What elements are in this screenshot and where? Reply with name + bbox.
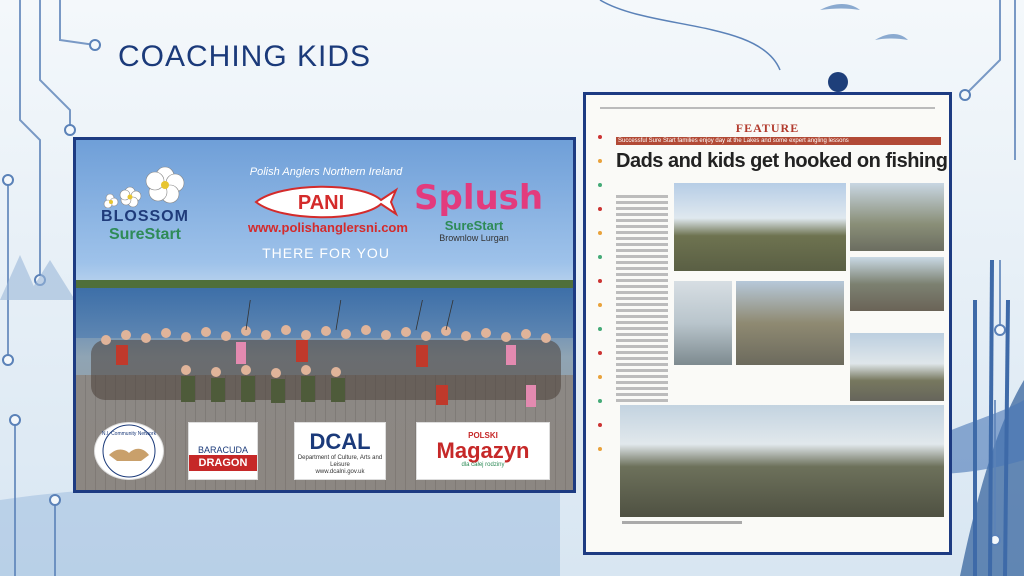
article-photo-angler	[850, 333, 944, 401]
dcal-url: www.dcalni.gov.uk	[315, 469, 365, 475]
dragon-text: DRAGON	[189, 455, 257, 471]
article-kicker: Successful Sure Start families enjoy day at the Lakes and some expert angling lessons	[618, 138, 849, 144]
article-photo-dad-son	[850, 257, 944, 311]
baracuda-dragon-logo	[188, 422, 258, 480]
dcal-department: Department of Culture, Arts and Leisure	[297, 455, 383, 468]
slide-title: COACHING KIDS	[118, 40, 372, 73]
article-photo-anglers	[674, 183, 846, 271]
pani-fish-logo	[251, 182, 401, 222]
splush-name: Splush	[414, 178, 544, 218]
ni-community-network-logo	[94, 422, 164, 480]
crowd-group	[91, 300, 561, 407]
article-headline: Dads and kids get hooked on fishing	[616, 150, 948, 172]
article-text-column	[616, 195, 668, 435]
blossom-surestart-logo	[90, 208, 200, 244]
article-photo-kids-bucket	[736, 281, 844, 365]
newspaper-clipping	[583, 92, 952, 555]
dcal-name: DCAL	[309, 429, 371, 454]
splush-surestart: SureStart	[444, 218, 504, 233]
blossom-name: BLOSSOM	[101, 208, 189, 225]
pani-heading: Polish Anglers Northern Ireland	[249, 166, 403, 178]
splush-surestart-logo	[414, 178, 544, 243]
pani-tagline: THERE FOR YOU	[262, 245, 390, 261]
margin-dots	[598, 135, 604, 471]
flower-icon	[100, 158, 190, 208]
section-label: FEATURE	[735, 121, 800, 135]
photo-caption-line	[622, 521, 742, 524]
splush-location: Brownlow Lurgan	[439, 233, 509, 243]
newspaper-masthead-row	[600, 101, 935, 109]
handshake-icon	[95, 423, 163, 479]
polski-text: POLSKI	[468, 431, 498, 440]
crowd-illustration	[86, 300, 566, 420]
polski-magazyn-logo	[416, 422, 550, 480]
fish-icon	[251, 182, 401, 222]
blossom-surestart: SureStart	[108, 226, 182, 243]
pani-website: www.polishanglersni.com	[248, 220, 408, 235]
pani-wordmark: PANI	[297, 192, 345, 214]
magazyn-text: Magazyn	[436, 438, 530, 463]
dcal-logo	[294, 422, 386, 480]
event-photo	[73, 137, 576, 493]
article-photo-boy-fishing	[850, 183, 944, 251]
ni-community-text: N.I. Community Network	[101, 431, 157, 437]
article-photo-group	[620, 405, 944, 517]
magazyn-subtitle: dla całej rodziny	[461, 462, 505, 468]
baracuda-text: BARACUDA	[197, 445, 248, 455]
article-photo-girl	[674, 281, 732, 365]
